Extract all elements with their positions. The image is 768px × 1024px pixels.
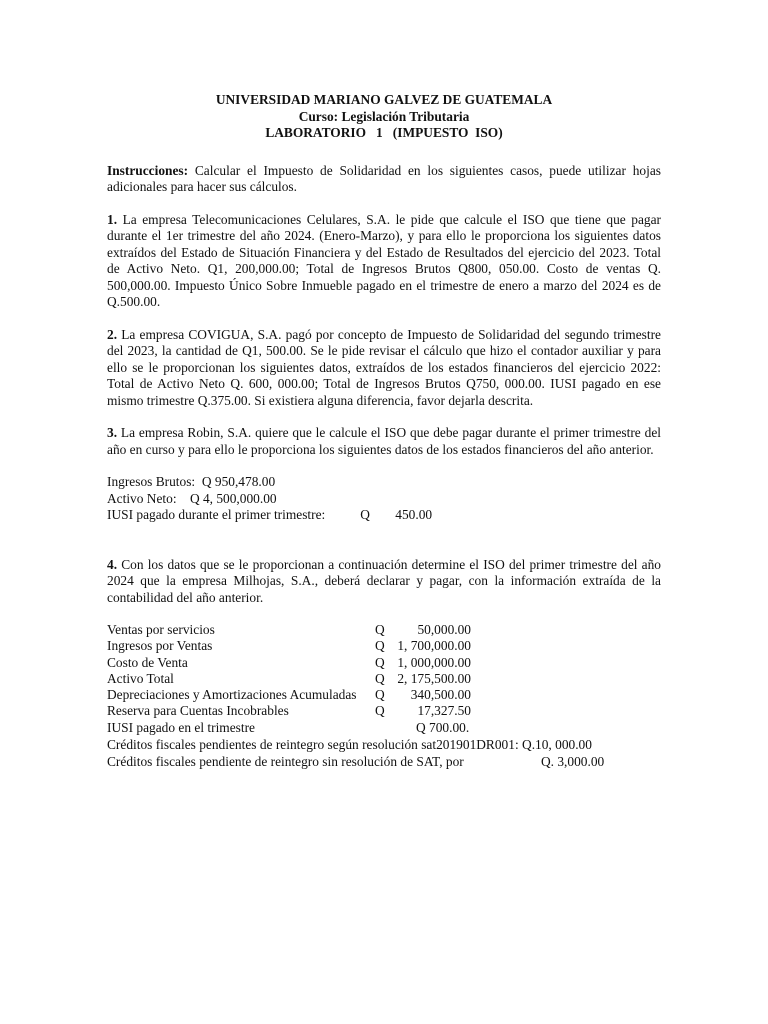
table-row [107, 671, 661, 687]
course-title: Curso: Legislación Tributaria [298, 108, 470, 124]
iusi-value: Q 700.00. [416, 719, 470, 735]
creditos-2-label: Créditos fiscales pendiente de reintegro sin resolución de SAT, por [107, 753, 464, 769]
row-currency: Q [375, 638, 385, 654]
row-label: Activo Total [107, 670, 174, 686]
instructions-text: Calcular el Impuesto de Solidaridad en los siguientes casos, puede utilizar hojas adicionales para hacer sus cálculos. [107, 162, 661, 194]
case-4-number: 4. [107, 556, 118, 572]
case-3-iusi-line [107, 507, 661, 524]
lab-title: LABORATORIO 1 (IMPUESTO ISO) [265, 125, 503, 140]
case-3-text: La empresa Robin, S.A. quiere que le calcule el ISO que debe pagar durante el primer trimestre del año en curso y para ello le proporciona los siguientes datos de los estados financieros del año anterior. [107, 425, 661, 457]
row-label: Depreciaciones y Amortizaciones Acumuladas [107, 687, 357, 703]
case-3-iusi-value: 450.00 [395, 507, 433, 522]
table-row [107, 703, 661, 719]
case-3-activo-line [107, 491, 661, 508]
table-row [107, 687, 661, 703]
instructions-paragraph [107, 163, 661, 196]
row-amount: 1, 700,000.00 [397, 638, 471, 654]
iusi-label: IUSI pagado en el trimestre [107, 719, 255, 735]
creditos-2-value: Q. 3,000.00 [541, 753, 605, 769]
case-1-text: La empresa Telecomunicaciones Celulares, S.A. le pide que calcule el ISO que tiene que pagar durante el 1er trimestre del año 2024. (Enero-Marzo), y para ello le proporciona los siguientes datos extraídos del Estado de Situación Financiera y del Estado de Resultados del ejercicio del 2023. Total de Activo Neto. Q1, 200,000.00; Total de Ingresos Brutos Q800, 050.00. Costo de ventas Q. 500,000.00. Impuesto Único Sobre Inmueble pagado en el trimestre de enero a marzo del 2024 es de Q.500.00. [107, 211, 661, 309]
table-row [107, 622, 661, 638]
case-4-text: Con los datos que se le proporcionan a continuación determine el ISO del primer trimestre del año 2024 que la empresa Milhojas, S.A., deberá declarar y pagar, con la información extraída de la contabilidad del año anterior. [107, 556, 661, 605]
document-header [107, 92, 661, 142]
row-amount: 1, 000,000.00 [397, 654, 471, 670]
row-currency: Q [375, 654, 385, 670]
case-1-paragraph [107, 212, 661, 311]
university-title: UNIVERSIDAD MARIANO GALVEZ DE GUATEMALA [215, 92, 553, 107]
row-label: Reserva para Cuentas Incobrables [107, 703, 289, 719]
case-2-paragraph [107, 327, 661, 410]
case-2-text: La empresa COVIGUA, S.A. pagó por concepto de Impuesto de Solidaridad del segundo trimestre del 2023, la cantidad de Q1, 500.00. Se le pide revisar el cálculo que hizo el contador auxiliar y para ello se le proporcionan los siguientes datos, extraídos de los estados financieros del ejercicio 2022: Total de Activo Neto Q. 600, 000.00; Total de Ingresos Brutos Q750, 000.00. IUSI pagado en ese mismo trimestre Q.375.00. Si existiera alguna diferencia, favor dejarla descrita. [107, 326, 661, 408]
creditos-line-1: Créditos fiscales pendientes de reintegro según resolución sat201901DR001: Q.10, 000.00 [107, 737, 592, 753]
row-amount: 50,000.00 [417, 622, 471, 637]
case-4-paragraph [107, 557, 661, 607]
case-3-paragraph [107, 425, 661, 458]
case-3-ingresos-value: Q 950,478.00 [201, 474, 276, 489]
case-3-ingresos-line [107, 474, 661, 491]
row-label: Ingresos por Ventas [107, 638, 213, 654]
row-currency: Q [375, 670, 385, 686]
case-3-iusi-label: IUSI pagado durante el primer trimestre: [107, 507, 326, 522]
case-3-ingresos-label: Ingresos Brutos: [107, 474, 196, 489]
row-label: Costo de Venta [107, 654, 188, 670]
table-row-iusi [107, 720, 661, 736]
case-1-number: 1. [107, 211, 118, 227]
instructions-label: Instrucciones: [107, 162, 189, 178]
row-currency: Q [375, 703, 385, 719]
row-currency: Q [375, 622, 385, 637]
case-3-number: 3. [107, 425, 118, 440]
case-3-activo-value: Q 4, 500,000.00 [189, 490, 277, 506]
case-2-number: 2. [107, 326, 118, 342]
table-row [107, 655, 661, 671]
row-currency: Q [375, 687, 385, 703]
row-amount: 17,327.50 [417, 703, 471, 719]
case-4-table [107, 622, 661, 736]
row-amount: 2, 175,500.00 [397, 670, 471, 686]
creditos-line-2 [107, 754, 661, 771]
row-amount: 340,500.00 [410, 687, 471, 703]
case-3-activo-label: Activo Neto: [107, 490, 177, 506]
table-row [107, 638, 661, 654]
case-3-data [107, 474, 661, 524]
document-page [107, 92, 661, 770]
case-3-iusi-q: Q [360, 507, 370, 522]
row-label: Ventas por servicios [107, 622, 215, 637]
